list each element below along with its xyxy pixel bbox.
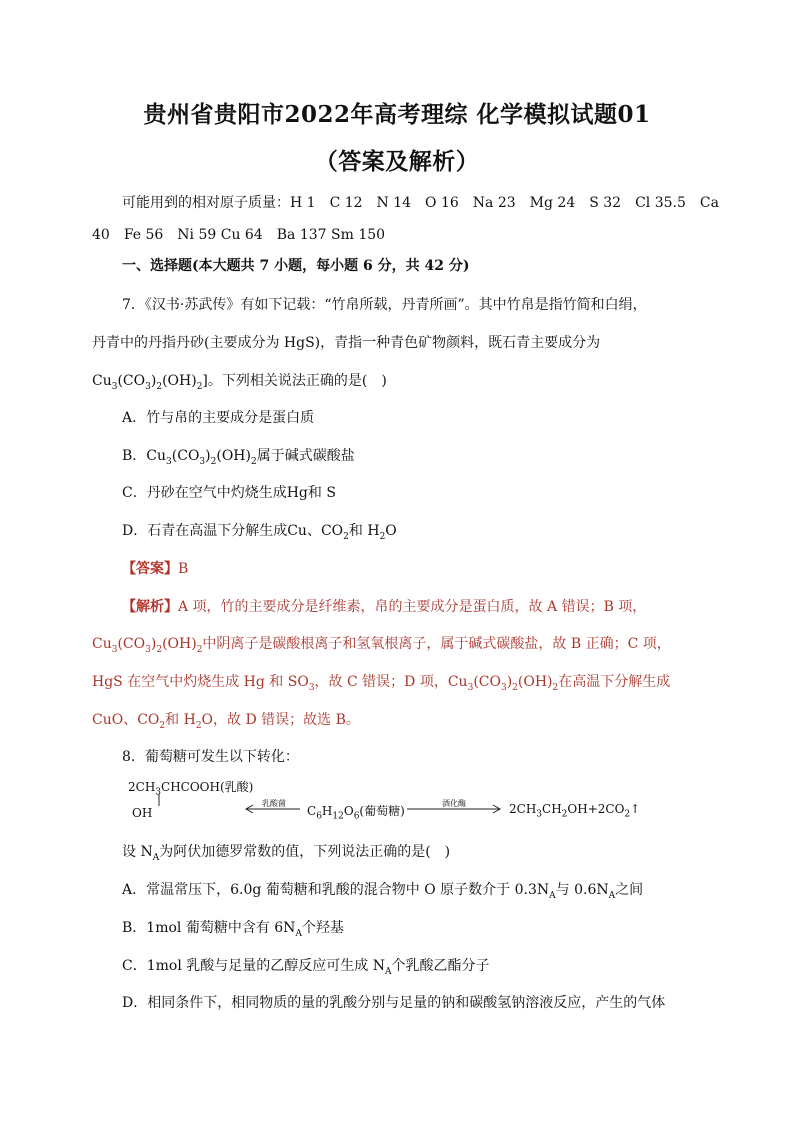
products-formula: $2CH_3CH_2OH+2CO_2↑$ xyxy=(509,802,641,820)
document-subtitle: （答案及解析） xyxy=(314,148,480,175)
analysis-line2-text: 中阴离子是碳酸根离子和氢氧根离子，属于碱式碳酸盐，故 B 正确；C 项， xyxy=(202,636,671,652)
q7-option-c: C．丹砂在空气中灼烧生成Hg和 S xyxy=(122,485,336,501)
analysis-line3-suffix: 在高温下分解生成 xyxy=(558,674,671,690)
analysis-line4-prefix: CuO、CO xyxy=(92,712,160,728)
document-title: 贵州省贵阳市2022年高考理综 化学模拟试题01 xyxy=(143,101,651,128)
q7-option-b-prefix: B． xyxy=(122,448,147,464)
analysis-line1-text: A 项，竹的主要成分是纤维素，帛的主要成分是蛋白质，故 A 错误；B 项， xyxy=(178,599,647,615)
q8-option-c: C．1mol 乳酸与足量的乙醇反应可生成 $N_A$个乳酸乙酯分子 xyxy=(122,958,490,977)
answer-tag: 【答案】 xyxy=(122,561,178,577)
q7-stem-line3: $Cu_3(CO_3)_2(OH)_2$]。下列相关说法正确的是( ) xyxy=(92,373,387,392)
q7-analysis-line3: HgS 在空气中灼烧生成 Hg 和 $SO_3$，故 C 错误；D 项，$Cu_3(CO_3)_2(OH)_2$在高温下分解生成 xyxy=(92,674,671,693)
lactic-acid-formula: $2CH_3CHCOOH$(乳酸) xyxy=(128,780,254,798)
q8-option-b: B．1mol 葡萄糖中含有 $6N_A$个羟基 xyxy=(122,920,344,939)
analysis-line3-prefix: HgS 在空气中灼烧生成 Hg 和 SO xyxy=(92,674,309,690)
atomic-masses-line2: 40 Fe 56 Ni 59 Cu 64 Ba 137 Sm 150 xyxy=(92,227,386,243)
arrow-left-label: 乳酸菌 xyxy=(262,799,286,808)
analysis-line4-mid: 和 H xyxy=(165,712,196,728)
oh-group: OH xyxy=(132,806,153,820)
q8-stem: 8．葡萄糖可发生以下转化： xyxy=(122,749,299,765)
q7-stem-line2: 丹青中的丹指丹砂(主要成分为 HgS)，青指一种青色矿物颜料，既石青主要成分为 xyxy=(92,335,601,351)
analysis-line3-mid: ，故 C 错误；D 项， xyxy=(314,674,448,690)
q7-option-d-suffix: O xyxy=(385,523,397,539)
q8-question: 设 $N_A$为阿伏加德罗常数的值，下列说法正确的是( ) xyxy=(122,844,451,863)
analysis-line4-suffix: O，故 D 错误；故选 B。 xyxy=(201,712,360,728)
answer-value: B xyxy=(178,561,189,577)
reaction-scheme xyxy=(122,776,662,822)
arrow-right-label: 酒化酶 xyxy=(442,799,466,808)
glucose-formula: $C_6H_{12}O_6$(葡萄糖) xyxy=(307,804,405,822)
q7-stem-line3-text: ]。下列相关说法正确的是( ) xyxy=(202,373,387,389)
q7-option-d-prefix: D．石青在高温下分解生成Cu、CO xyxy=(122,523,344,539)
q7-option-b: B．$Cu_3(CO_3)_2(OH)_2$属于碱式碳酸盐 xyxy=(122,448,355,467)
q7-option-d: D．石青在高温下分解生成Cu、$CO_2$和 $H_2O$ xyxy=(122,523,397,542)
q7-option-a: A．竹与帛的主要成分是蛋白质 xyxy=(122,410,315,426)
q7-analysis-line1 xyxy=(122,597,646,617)
q7-option-b-text: 属于碱式碳酸盐 xyxy=(256,448,355,464)
q7-answer xyxy=(122,559,188,579)
q7-option-d-mid: 和 H xyxy=(348,523,380,539)
section-heading: 一、选择题(本大题共 7 小题，每小题 6 分，共 42 分) xyxy=(122,258,470,274)
analysis-tag: 【解析】 xyxy=(122,599,178,615)
q8-option-d: D．相同条件下，相同物质的量的乳酸分别与足量的钠和碳酸氢钠溶液反应，产生的气体 xyxy=(122,995,666,1011)
q7-analysis-line4: CuO、$CO_2$和 $H_2O$，故 D 错误；故选 B。 xyxy=(92,712,360,731)
q8-option-a: A．常温常压下，6.0g 葡萄糖和乳酸的混合物中 O 原子数介于 $0.3N_A$与 $0.6N_A$之间 xyxy=(122,882,644,901)
q7-stem-line1: 7．《汉书·苏武传》有如下记载：“竹帛所载，丹青所画”。其中竹帛是指竹简和白绢， xyxy=(122,297,647,313)
q7-analysis-line2: $Cu_3(CO_3)_2(OH)_2$中阴离子是碳酸根离子和氢氧根离子，属于碱式碳酸盐，故 B 正确；C 项， xyxy=(92,636,671,655)
atomic-masses-line1: 可能用到的相对原子质量：H 1 C 12 N 14 O 16 Na 23 Mg 24 S 32 Cl 35.5 Ca xyxy=(122,195,719,211)
